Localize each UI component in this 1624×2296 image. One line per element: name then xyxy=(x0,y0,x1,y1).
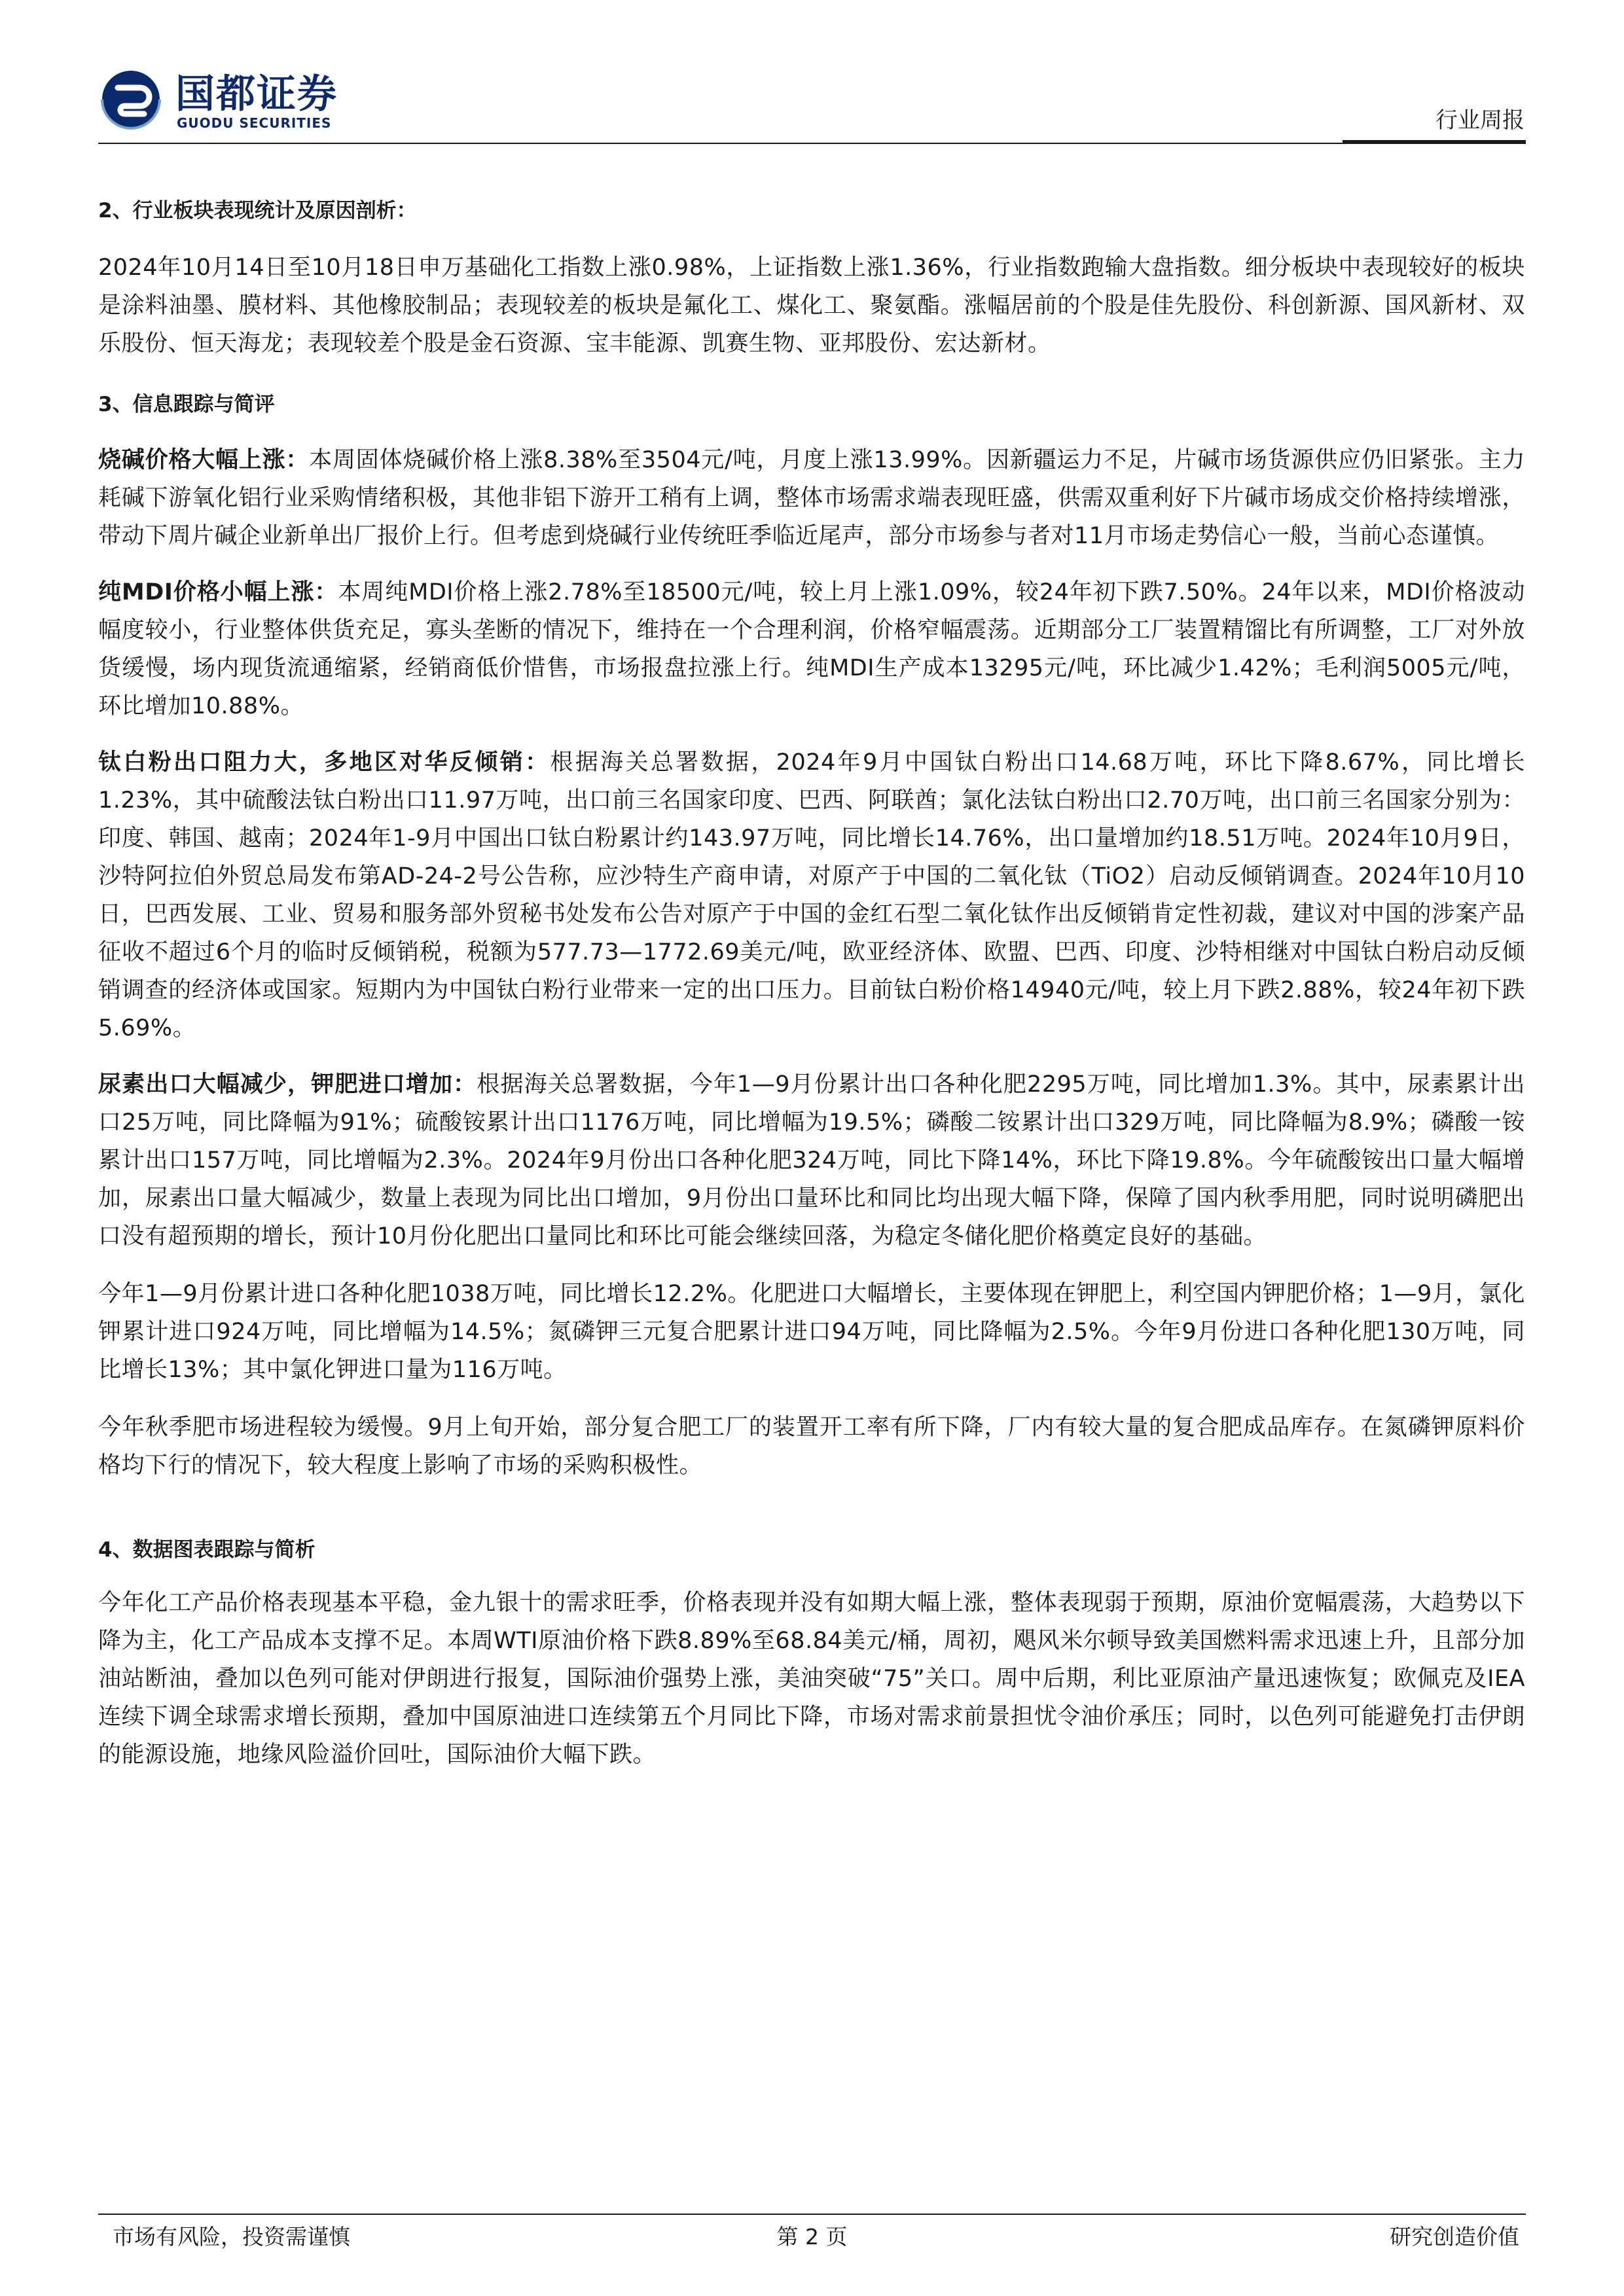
caustic-soda-lead: 烧碱价格大幅上涨： xyxy=(98,447,310,473)
mdi-lead: 纯MDI价格小幅上涨： xyxy=(98,579,338,605)
fertilizer-export-body: 根据海关总署数据，今年1—9月份累计出口各种化肥2295万吨，同比增加1.3%。其中，尿素累计出口25万吨，同比降幅为91%；硫酸铵累计出口1176万吨，同比增幅为19.5%；磷酸二铵累计出口329万吨，同比降幅为8.9%；磷酸一铵累计出口157万吨，同比增幅为2.3%。2024年9月份出口各种化肥324万吨，同比下降14%，环比下降19.8%。今年硫酸铵出口量大幅增加，尿素出口量大幅减少，数量上表现为同比出口增加，9月份出口量环比和同比均出现大幅下降，保障了国内秋季用肥，同时说明磷肥出口没有超预期的增长，预计10月份化肥出口量同比和环比可能会继续回落，为稳定冬储化肥价格奠定良好的基础。 xyxy=(98,1071,1525,1249)
mdi-paragraph xyxy=(98,573,1525,725)
document-type: 行业周报 xyxy=(1435,107,1525,134)
footer-divider xyxy=(98,2214,1526,2215)
logo-text-cn: 国都证券 xyxy=(175,71,338,117)
titanium-dioxide-body: 根据海关总署数据，2024年9月中国钛白粉出口14.68万吨，环比下降8.67%，同比增长1.23%，其中硫酸法钛白粉出口11.97万吨，出口前三名国家印度、巴西、阿联酋；氯化法钛白粉出口2.70万吨，出口前三名国家分别为：印度、韩国、越南；2024年1-9月中国出口钛白粉累计约143.97万吨，同比增长14.76%，出口量增加约18.51万吨。2024年10月9日，沙特阿拉伯外贸总局发布第AD-24-2号公告称，应沙特生产商申请，对原产于中国的二氧化钛（TiO2）启动反倾销调查。2024年10月10日，巴西发展、工业、贸易和服务部外贸秘书处发布公告对原产于中国的金红石型二氧化钛作出反倾销肯定性初裁，建议对中国的涉案产品征收不超过6个月的临时反倾销税，税额为577.73—1772.69美元/吨，欧亚经济体、欧盟、巴西、印度、沙特相继对中国钛白粉启动反倾销调查的经济体或国家。短期内为中国钛白粉行业带来一定的出口压力。目前钛白粉价格14940元/吨，较上月下跌2.88%，较24年初下跌5.69%。 xyxy=(98,749,1525,1041)
section-2-title: 2、行业板块表现统计及原因剖析： xyxy=(98,199,417,223)
fertilizer-import-paragraph: 今年1—9月份累计进口各种化肥1038万吨，同比增长12.2%。化肥进口大幅增长，主要体现在钾肥上，利空国内钾肥价格；1—9月，氯化钾累计进口924万吨，同比增幅为14.5%；氮磷钾三元复合肥累计进口94万吨，同比降幅为2.5%。今年9月份进口各种化肥130万吨，同比增长13%；其中氯化钾进口量为116万吨。 xyxy=(98,1281,1525,1383)
logo-text-en: GUODU SECURITIES xyxy=(177,115,332,131)
titanium-dioxide-paragraph xyxy=(98,744,1525,1047)
header-divider xyxy=(98,143,1526,144)
section-2-paragraph: 2024年10月14日至10月18日申万基础化工指数上涨0.98%，上证指数上涨1.36%，行业指数跑输大盘指数。细分板块中表现较好的板块是涂料油墨、膜材料、其他橡胶制品；表现较差的板块是氟化工、煤化工、聚氨酯。涨幅居前的个股是佳先股份、科创新源、国风新材、双乐股份、恒天海龙；表现较差个股是金石资源、宝丰能源、凯赛生物、亚邦股份、宏达新材。 xyxy=(98,255,1525,357)
footer-slogan: 研究创造价值 xyxy=(1390,2224,1519,2250)
autumn-fertilizer-paragraph: 今年秋季肥市场进程较为缓慢。9月上旬开始，部分复合肥工厂的装置开工率有所下降，厂内有较大量的复合肥成品库存。在氮磷钾原料价格均下行的情况下，较大程度上影响了市场的采购积极性。 xyxy=(98,1414,1525,1479)
titanium-dioxide-lead: 钛白粉出口阻力大，多地区对华反倾销： xyxy=(98,749,550,776)
caustic-soda-paragraph xyxy=(98,441,1525,555)
section-4-paragraph: 今年化工产品价格表现基本平稳，金九银十的需求旺季，价格表现并没有如期大幅上涨，整体表现弱于预期，原油价宽幅震荡，大趋势以下降为主，化工产品成本支撑不足。本周WTI原油价格下跌8.89%至68.84美元/桶，周初，飓风米尔顿导致美国燃料需求迅速上升，且部分加油站断油，叠加以色列可能对伊朗进行报复，国际油价强势上涨，美油突破“75”关口。周中后期，利比亚原油产量迅速恢复；欧佩克及IEA连续下调全球需求增长预期，叠加中国原油进口连续第五个月同比下降，市场对需求前景担忧令油价承压；同时，以色列可能避免打击伊朗的能源设施，地缘风险溢价回吐，国际油价大幅下跌。 xyxy=(98,1590,1525,1768)
mdi-body: 本周纯MDI价格上涨2.78%至18500元/吨，较上月上涨1.09%，较24年初下跌7.50%。24年以来，MDI价格波动幅度较小，行业整体供货充足，寡头垄断的情况下，维持在一个合理利润，价格窄幅震荡。近期部分工厂装置精馏比有所调整，工厂对外放货缓慢，场内现货流通缩紧，经销商低价惜售，市场报盘拉涨上行。纯MDI生产成本13295元/吨，环比减少1.42%；毛利润5005元/吨，环比增加10.88%。 xyxy=(98,579,1525,719)
header-divider-accent xyxy=(1343,140,1526,144)
company-logo xyxy=(98,68,373,131)
section-4-title: 4、数据图表跟踪与简析 xyxy=(98,1538,316,1562)
footer-disclaimer: 市场有风险，投资需谨慎 xyxy=(113,2224,350,2250)
section-3-title: 3、信息跟踪与简评 xyxy=(98,393,275,416)
fertilizer-export-lead: 尿素出口大幅减少，钾肥进口增加： xyxy=(98,1071,477,1098)
caustic-soda-body: 本周固体烧碱价格上涨8.38%至3504元/吨，月度上涨13.99%。因新疆运力不足，片碱市场货源供应仍旧紧张。主力耗碱下游氧化铝行业采购情绪积极，其他非铝下游开工稍有上调，整体市场需求端表现旺盛，供需双重利好下片碱市场成交价格持续增涨，带动下周片碱企业新单出厂报价上行。但考虑到烧碱行业传统旺季临近尾声，部分市场参与者对11月市场走势信心一般，当前心态谨慎。 xyxy=(98,447,1525,549)
fertilizer-export-paragraph xyxy=(98,1066,1525,1255)
page-number: 第 2 页 xyxy=(776,2224,848,2250)
logo-mark-icon xyxy=(98,68,164,131)
report-body xyxy=(98,182,1525,1774)
